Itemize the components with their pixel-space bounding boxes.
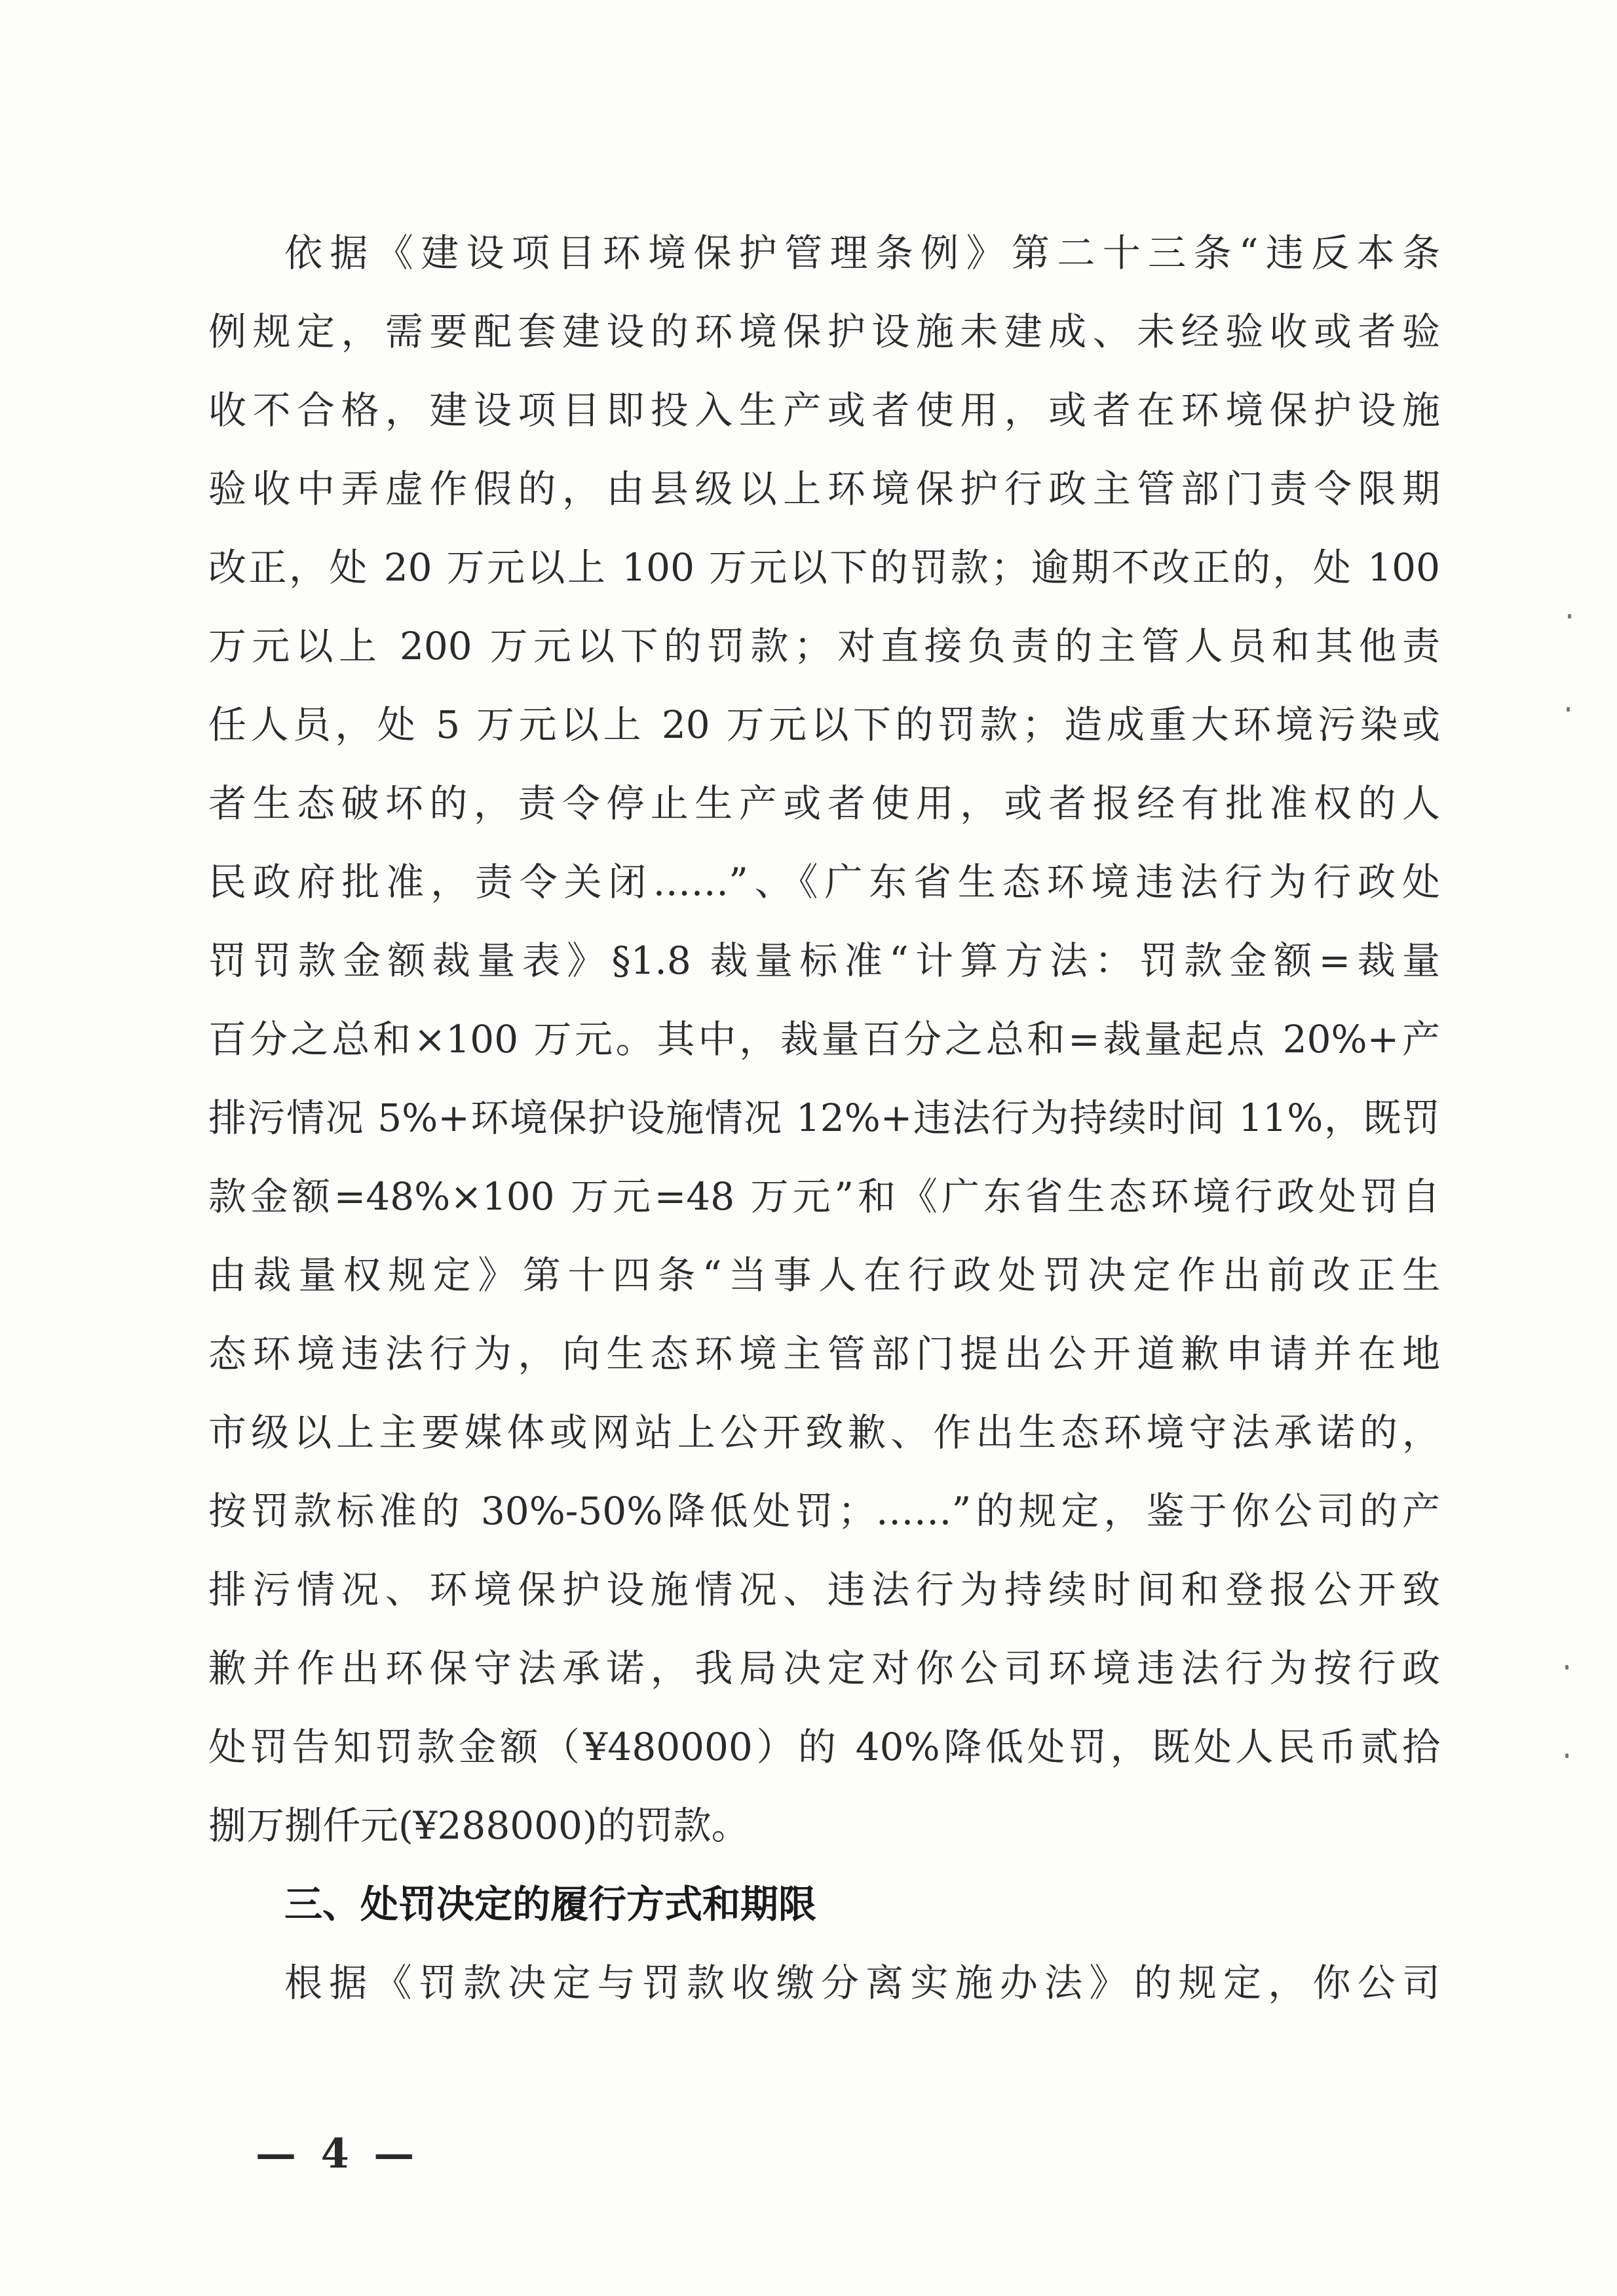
text-line: 态环境违法行为，向生态环境主管部门提出公开道歉申请并在地 (208, 1331, 1440, 1376)
text-line: 市级以上主要媒体或网站上公开致歉、作出生态环境守法承诺的， (208, 1410, 1440, 1455)
text-line: 收不合格，建设项目即投入生产或者使用，或者在环境保护设施 (208, 388, 1440, 432)
page-number: — 4 — (256, 2130, 420, 2177)
text-line: 民政府批准，责令关闭……”、《广东省生态环境违法行为行政处 (208, 860, 1440, 904)
text-line: 歉并作出环保守法承诺，我局决定对你公司环境违法行为按行政 (208, 1646, 1440, 1691)
scan-speck (1565, 1665, 1569, 1670)
text-line: 由裁量权规定》第十四条“当事人在行政处罚决定作出前改正生 (208, 1253, 1440, 1297)
text-line: 按罚款标准的 30%-50%降低处罚；……”的规定，鉴于你公司的产 (208, 1489, 1440, 1533)
text-line: 捌万捌仟元(¥288000)的罚款。 (208, 1803, 750, 1848)
text-line: 任人员，处 5 万元以上 20 万元以下的罚款；造成重大环境污染或 (208, 702, 1440, 747)
text-line: 者生态破坏的，责令停止生产或者使用，或者报经有批准权的人 (208, 781, 1440, 826)
scan-speck (1565, 1753, 1569, 1758)
scan-speck (1567, 707, 1570, 712)
text-line: 依据《建设项目环境保护管理条例》第二十三条“违反本条 (284, 231, 1440, 275)
text-line: 排污情况 5%+环境保护设施情况 12%+违法行为持续时间 11%，既罚 (208, 1096, 1440, 1140)
section-heading: 三、处罚决定的履行方式和期限 (284, 1882, 817, 1926)
text-line: 验收中弄虚作假的，由县级以上环境保护行政主管部门责令限期 (208, 467, 1440, 511)
text-line: 万元以上 200 万元以下的罚款；对直接负责的主管人员和其他责 (208, 624, 1440, 668)
text-line: 改正，处 20 万元以上 100 万元以下的罚款；逾期不改正的，处 100 (208, 545, 1440, 590)
text-line: 罚罚款金额裁量表》§1.8 裁量标准“计算方法：罚款金额=裁量 (208, 938, 1440, 983)
text-line: 根据《罚款决定与罚款收缴分离实施办法》的规定，你公司 (284, 1961, 1440, 2005)
text-line: 例规定，需要配套建设的环境保护设施未建成、未经验收或者验 (208, 309, 1440, 354)
body-text (208, 214, 1440, 2022)
scan-speck (1568, 614, 1571, 619)
text-line: 款金额=48%×100 万元=48 万元”和《广东省生态环境行政处罚自 (208, 1174, 1440, 1219)
text-line: 百分之总和×100 万元。其中，裁量百分之总和=裁量起点 20%+产 (208, 1017, 1440, 1062)
text-line: 处罚告知罚款金额（¥480000）的 40%降低处罚，既处人民币贰拾 (208, 1725, 1440, 1769)
text-line: 排污情况、环境保护设施情况、违法行为持续时间和登报公开致 (208, 1567, 1440, 1612)
